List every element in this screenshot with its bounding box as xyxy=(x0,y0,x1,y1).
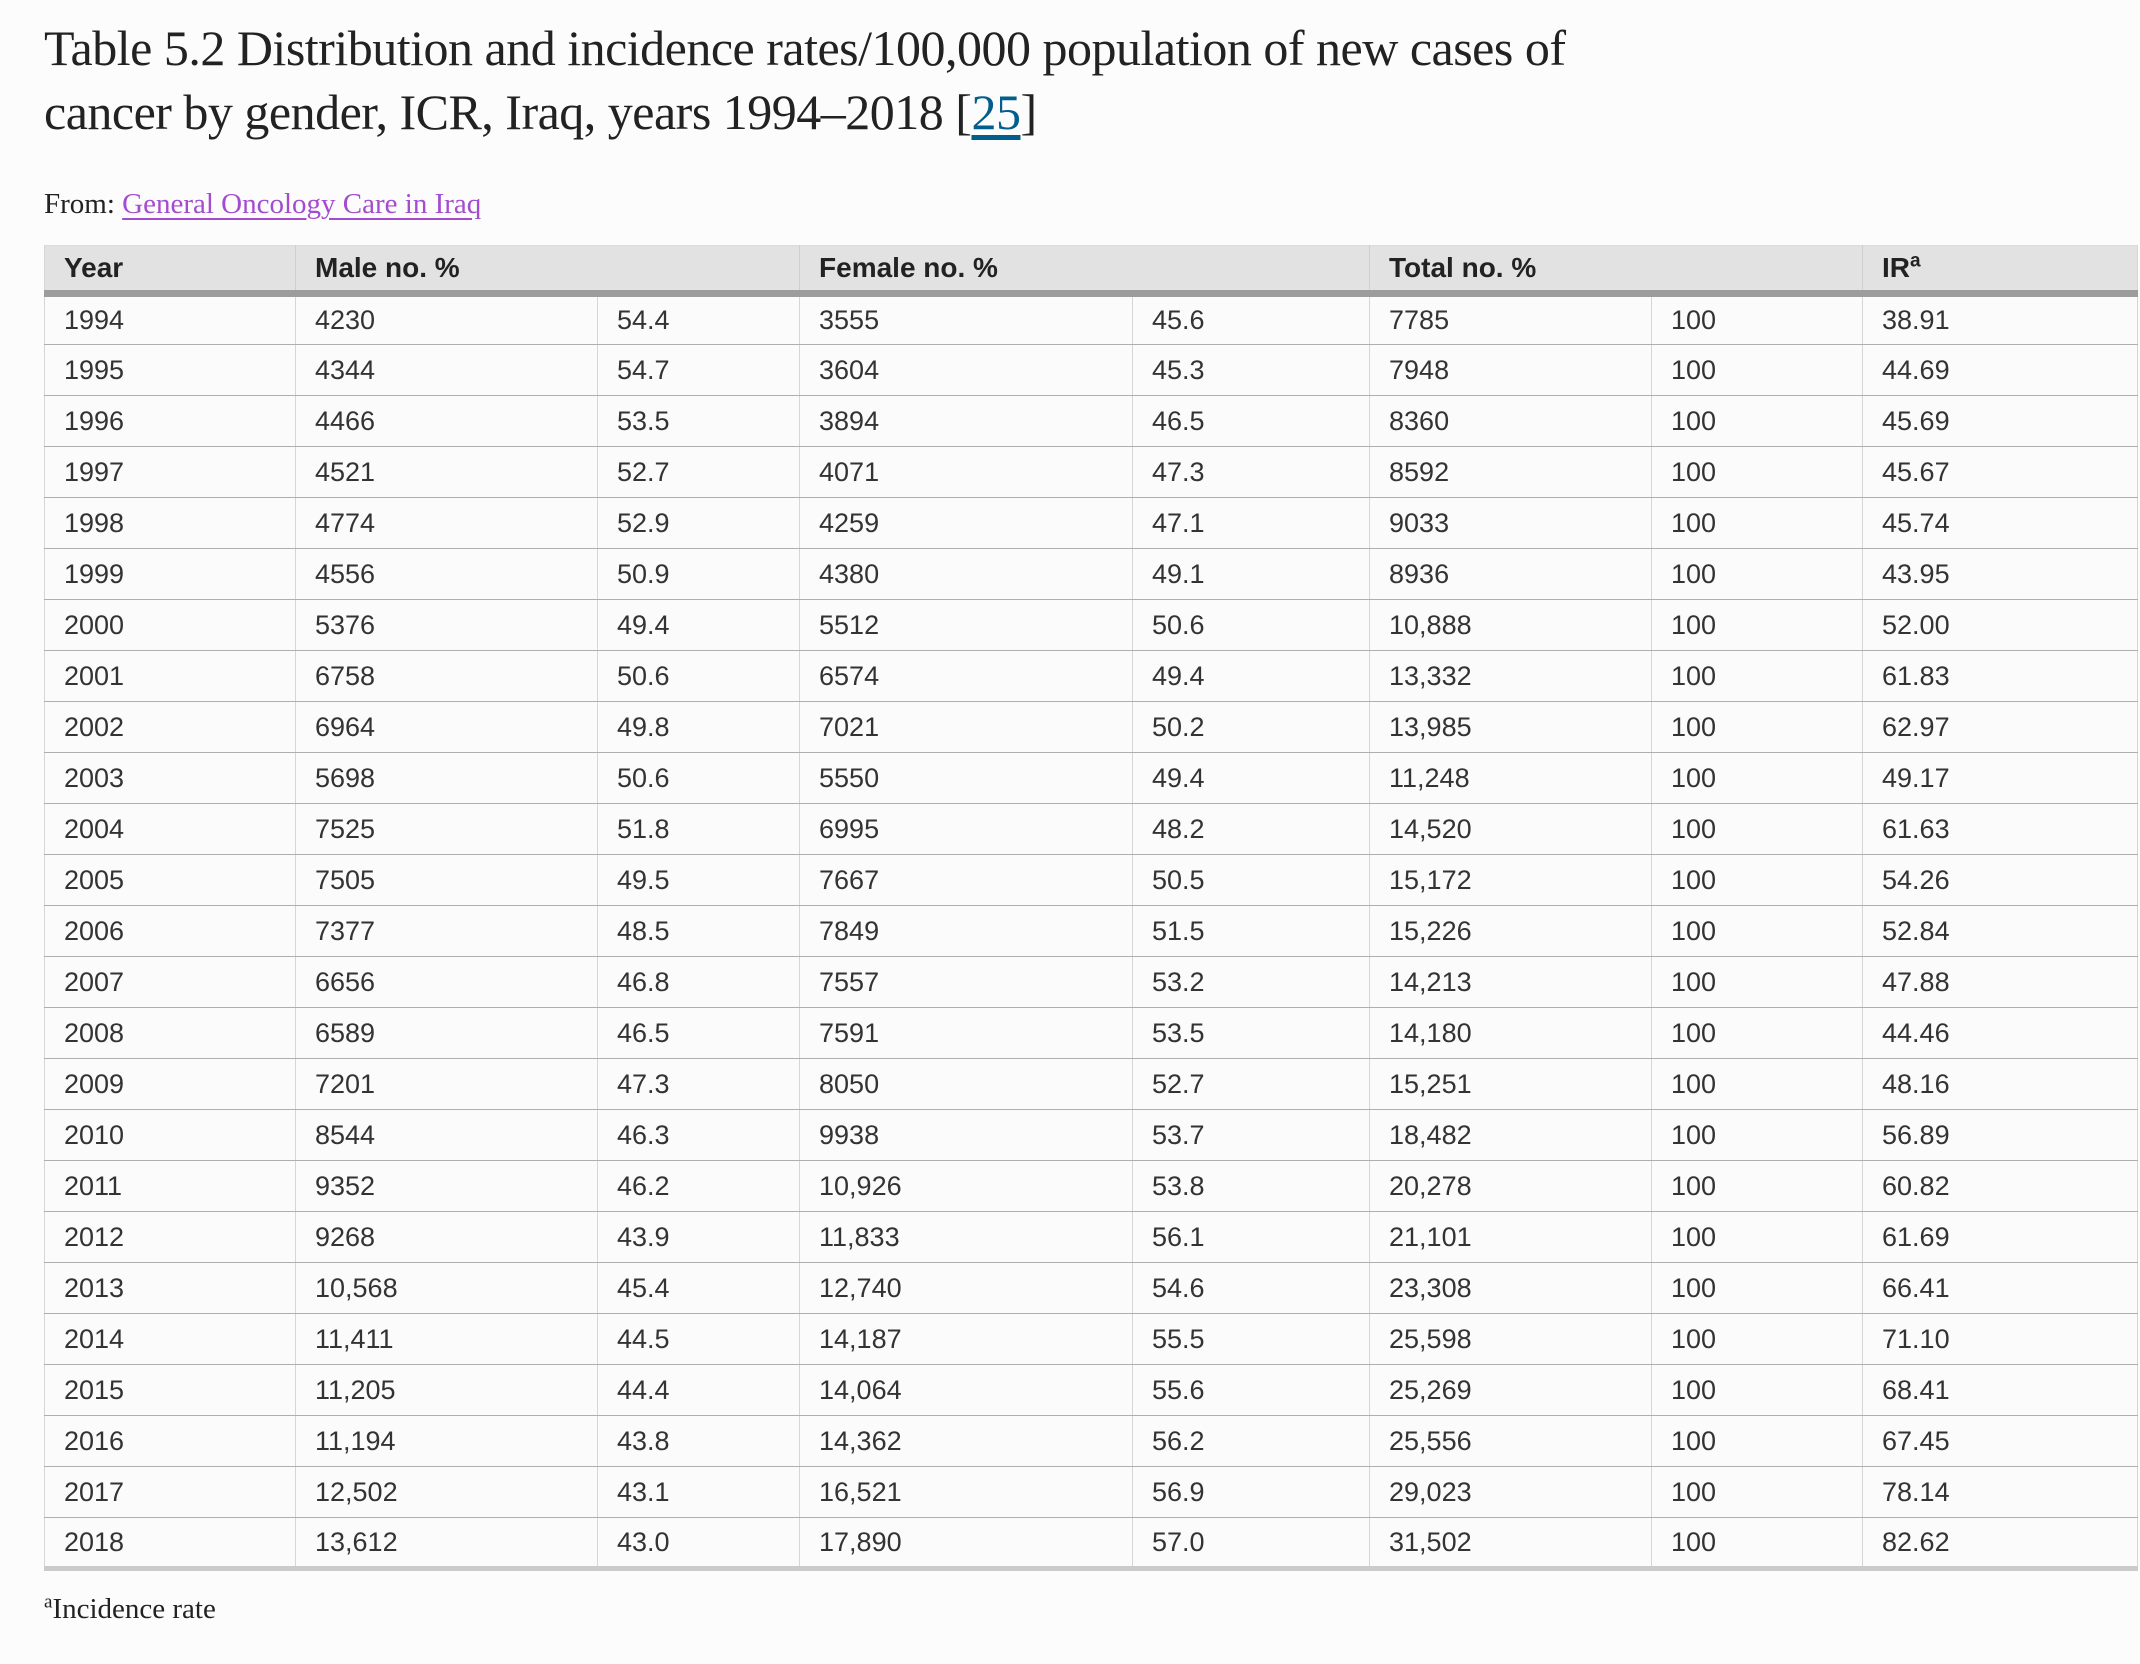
cell-female-pct: 56.9 xyxy=(1133,1467,1370,1518)
cell-male-no: 12,502 xyxy=(296,1467,598,1518)
cell-total-no: 11,248 xyxy=(1370,753,1652,804)
cell-year: 2015 xyxy=(45,1365,296,1416)
cell-year: 2007 xyxy=(45,957,296,1008)
cell-ir: 67.45 xyxy=(1863,1416,2138,1467)
cell-ir: 47.88 xyxy=(1863,957,2138,1008)
cell-total-pct: 100 xyxy=(1652,549,1863,600)
cell-ir: 52.00 xyxy=(1863,600,2138,651)
cell-male-no: 6589 xyxy=(296,1008,598,1059)
cell-male-pct: 51.8 xyxy=(598,804,800,855)
header-row xyxy=(45,246,2138,294)
table-row xyxy=(45,447,2138,498)
cell-ir: 62.97 xyxy=(1863,702,2138,753)
cell-male-pct: 46.2 xyxy=(598,1161,800,1212)
cell-total-pct: 100 xyxy=(1652,855,1863,906)
cell-ir: 43.95 xyxy=(1863,549,2138,600)
cell-male-pct: 54.4 xyxy=(598,294,800,345)
table-row xyxy=(45,1416,2138,1467)
cell-female-no: 4259 xyxy=(800,498,1133,549)
cell-female-pct: 53.5 xyxy=(1133,1008,1370,1059)
table-row xyxy=(45,1314,2138,1365)
cell-total-pct: 100 xyxy=(1652,1008,1863,1059)
cell-total-no: 15,226 xyxy=(1370,906,1652,957)
header-female: Female no. % xyxy=(800,246,1370,294)
cell-ir: 44.46 xyxy=(1863,1008,2138,1059)
cell-total-pct: 100 xyxy=(1652,1212,1863,1263)
table-row xyxy=(45,651,2138,702)
cell-female-pct: 49.4 xyxy=(1133,651,1370,702)
cell-female-pct: 50.5 xyxy=(1133,855,1370,906)
cell-male-pct: 43.9 xyxy=(598,1212,800,1263)
cell-year: 2001 xyxy=(45,651,296,702)
cell-total-no: 7948 xyxy=(1370,345,1652,396)
cell-male-pct: 43.8 xyxy=(598,1416,800,1467)
cell-ir: 66.41 xyxy=(1863,1263,2138,1314)
cell-male-no: 4230 xyxy=(296,294,598,345)
cell-female-no: 5550 xyxy=(800,753,1133,804)
cell-male-no: 9352 xyxy=(296,1161,598,1212)
cell-male-no: 4344 xyxy=(296,345,598,396)
cell-male-no: 9268 xyxy=(296,1212,598,1263)
table-row xyxy=(45,1263,2138,1314)
cell-ir: 48.16 xyxy=(1863,1059,2138,1110)
cell-female-no: 9938 xyxy=(800,1110,1133,1161)
cell-male-no: 5698 xyxy=(296,753,598,804)
title-line-1: Table 5.2 Distribution and incidence rates/100,000 population of new cases of xyxy=(44,20,1566,76)
cell-female-no: 16,521 xyxy=(800,1467,1133,1518)
cell-male-pct: 49.5 xyxy=(598,855,800,906)
cell-female-pct: 53.8 xyxy=(1133,1161,1370,1212)
table-row xyxy=(45,1059,2138,1110)
cell-total-no: 10,888 xyxy=(1370,600,1652,651)
header-year: Year xyxy=(45,246,296,294)
cell-total-pct: 100 xyxy=(1652,498,1863,549)
cell-total-no: 14,180 xyxy=(1370,1008,1652,1059)
cell-female-no: 6574 xyxy=(800,651,1133,702)
cell-total-pct: 100 xyxy=(1652,1059,1863,1110)
cell-total-pct: 100 xyxy=(1652,600,1863,651)
table-row xyxy=(45,753,2138,804)
footnote-marker: a xyxy=(44,1591,53,1613)
table-row xyxy=(45,1467,2138,1518)
cell-female-no: 14,187 xyxy=(800,1314,1133,1365)
cell-male-pct: 44.5 xyxy=(598,1314,800,1365)
cell-male-no: 6758 xyxy=(296,651,598,702)
cell-ir: 44.69 xyxy=(1863,345,2138,396)
cell-female-pct: 52.7 xyxy=(1133,1059,1370,1110)
cell-male-no: 11,205 xyxy=(296,1365,598,1416)
cell-total-no: 18,482 xyxy=(1370,1110,1652,1161)
table-row xyxy=(45,345,2138,396)
header-total: Total no. % xyxy=(1370,246,1863,294)
cell-female-no: 3555 xyxy=(800,294,1133,345)
cell-ir: 61.69 xyxy=(1863,1212,2138,1263)
cell-ir: 56.89 xyxy=(1863,1110,2138,1161)
table-row xyxy=(45,855,2138,906)
cell-year: 1995 xyxy=(45,345,296,396)
cell-ir: 61.63 xyxy=(1863,804,2138,855)
from-line xyxy=(44,188,2140,221)
cell-total-no: 29,023 xyxy=(1370,1467,1652,1518)
cell-female-no: 14,362 xyxy=(800,1416,1133,1467)
cell-male-pct: 50.6 xyxy=(598,651,800,702)
cell-ir: 60.82 xyxy=(1863,1161,2138,1212)
cell-male-pct: 46.8 xyxy=(598,957,800,1008)
cell-ir: 71.10 xyxy=(1863,1314,2138,1365)
table-row xyxy=(45,906,2138,957)
cell-year: 1997 xyxy=(45,447,296,498)
cell-female-no: 4071 xyxy=(800,447,1133,498)
source-link[interactable]: General Oncology Care in Iraq xyxy=(122,188,482,220)
cell-female-no: 7667 xyxy=(800,855,1133,906)
footnote-text: Incidence rate xyxy=(52,1593,216,1625)
table-footnote xyxy=(44,1593,2140,1626)
cell-total-pct: 100 xyxy=(1652,1110,1863,1161)
cell-total-no: 8936 xyxy=(1370,549,1652,600)
cell-total-no: 8592 xyxy=(1370,447,1652,498)
cell-female-pct: 48.2 xyxy=(1133,804,1370,855)
cell-total-no: 14,520 xyxy=(1370,804,1652,855)
cell-male-pct: 46.3 xyxy=(598,1110,800,1161)
cell-female-no: 12,740 xyxy=(800,1263,1133,1314)
cell-female-pct: 55.6 xyxy=(1133,1365,1370,1416)
cell-ir: 52.84 xyxy=(1863,906,2138,957)
cell-male-no: 7525 xyxy=(296,804,598,855)
cell-female-pct: 49.4 xyxy=(1133,753,1370,804)
cell-total-no: 9033 xyxy=(1370,498,1652,549)
cell-total-no: 14,213 xyxy=(1370,957,1652,1008)
header-ir-label: IR xyxy=(1882,252,1911,283)
cell-male-pct: 50.6 xyxy=(598,753,800,804)
cell-female-no: 7591 xyxy=(800,1008,1133,1059)
citation-bracket-close: ] xyxy=(1020,84,1037,140)
cell-male-no: 4466 xyxy=(296,396,598,447)
cell-total-no: 13,985 xyxy=(1370,702,1652,753)
table-row xyxy=(45,1212,2138,1263)
cell-female-no: 6995 xyxy=(800,804,1133,855)
table-row xyxy=(45,549,2138,600)
cell-year: 2016 xyxy=(45,1416,296,1467)
cell-total-pct: 100 xyxy=(1652,651,1863,702)
cell-year: 2003 xyxy=(45,753,296,804)
cell-total-pct: 100 xyxy=(1652,957,1863,1008)
cell-male-pct: 49.8 xyxy=(598,702,800,753)
cell-male-no: 4521 xyxy=(296,447,598,498)
from-label: From: xyxy=(44,188,123,220)
cell-male-no: 11,411 xyxy=(296,1314,598,1365)
cell-year: 2012 xyxy=(45,1212,296,1263)
cell-total-no: 25,556 xyxy=(1370,1416,1652,1467)
cell-female-pct: 50.6 xyxy=(1133,600,1370,651)
cell-male-no: 8544 xyxy=(296,1110,598,1161)
cell-female-no: 3604 xyxy=(800,345,1133,396)
cell-female-no: 14,064 xyxy=(800,1365,1133,1416)
cell-male-no: 6964 xyxy=(296,702,598,753)
cell-female-pct: 57.0 xyxy=(1133,1518,1370,1569)
cell-male-no: 11,194 xyxy=(296,1416,598,1467)
cell-total-pct: 100 xyxy=(1652,1161,1863,1212)
cell-male-pct: 46.5 xyxy=(598,1008,800,1059)
cell-year: 2010 xyxy=(45,1110,296,1161)
cell-year: 2011 xyxy=(45,1161,296,1212)
cell-male-no: 10,568 xyxy=(296,1263,598,1314)
cell-male-no: 4774 xyxy=(296,498,598,549)
cell-total-pct: 100 xyxy=(1652,345,1863,396)
cell-ir: 78.14 xyxy=(1863,1467,2138,1518)
cell-ir: 38.91 xyxy=(1863,294,2138,345)
cell-male-no: 7377 xyxy=(296,906,598,957)
header-male: Male no. % xyxy=(296,246,800,294)
cell-male-no: 4556 xyxy=(296,549,598,600)
cell-total-no: 15,172 xyxy=(1370,855,1652,906)
table-row xyxy=(45,600,2138,651)
table-row xyxy=(45,1518,2138,1569)
cell-total-no: 23,308 xyxy=(1370,1263,1652,1314)
cell-year: 1998 xyxy=(45,498,296,549)
cell-total-pct: 100 xyxy=(1652,1263,1863,1314)
cell-female-pct: 47.3 xyxy=(1133,447,1370,498)
table-row xyxy=(45,957,2138,1008)
cell-ir: 45.67 xyxy=(1863,447,2138,498)
table-row xyxy=(45,294,2138,345)
cell-male-pct: 43.0 xyxy=(598,1518,800,1569)
cell-total-no: 13,332 xyxy=(1370,651,1652,702)
cell-male-no: 13,612 xyxy=(296,1518,598,1569)
cell-female-pct: 55.5 xyxy=(1133,1314,1370,1365)
cell-year: 2005 xyxy=(45,855,296,906)
cell-year: 2004 xyxy=(45,804,296,855)
cell-year: 2002 xyxy=(45,702,296,753)
cell-female-no: 17,890 xyxy=(800,1518,1133,1569)
cell-year: 2018 xyxy=(45,1518,296,1569)
cell-year: 2009 xyxy=(45,1059,296,1110)
cell-total-pct: 100 xyxy=(1652,1518,1863,1569)
title-line-2-text: cancer by gender, ICR, Iraq, years 1994–2018 xyxy=(44,84,956,140)
cell-female-pct: 45.6 xyxy=(1133,294,1370,345)
cell-total-no: 7785 xyxy=(1370,294,1652,345)
table-body xyxy=(45,294,2138,1569)
cell-ir: 45.74 xyxy=(1863,498,2138,549)
cell-year: 1994 xyxy=(45,294,296,345)
cell-female-pct: 56.2 xyxy=(1133,1416,1370,1467)
cell-female-pct: 47.1 xyxy=(1133,498,1370,549)
cell-year: 2000 xyxy=(45,600,296,651)
cell-male-no: 5376 xyxy=(296,600,598,651)
cell-male-pct: 50.9 xyxy=(598,549,800,600)
cell-total-pct: 100 xyxy=(1652,702,1863,753)
cell-total-no: 15,251 xyxy=(1370,1059,1652,1110)
cell-year: 2014 xyxy=(45,1314,296,1365)
cell-total-pct: 100 xyxy=(1652,1365,1863,1416)
page-title xyxy=(44,16,2114,144)
table-row xyxy=(45,702,2138,753)
cell-male-pct: 48.5 xyxy=(598,906,800,957)
cell-total-pct: 100 xyxy=(1652,804,1863,855)
cell-total-no: 25,598 xyxy=(1370,1314,1652,1365)
cell-total-pct: 100 xyxy=(1652,294,1863,345)
cell-total-pct: 100 xyxy=(1652,1467,1863,1518)
cell-male-pct: 44.4 xyxy=(598,1365,800,1416)
cell-total-pct: 100 xyxy=(1652,906,1863,957)
cell-total-pct: 100 xyxy=(1652,447,1863,498)
cell-male-pct: 43.1 xyxy=(598,1467,800,1518)
cell-female-no: 7021 xyxy=(800,702,1133,753)
table-row xyxy=(45,804,2138,855)
cell-total-pct: 100 xyxy=(1652,396,1863,447)
cell-female-no: 8050 xyxy=(800,1059,1133,1110)
cell-total-no: 25,269 xyxy=(1370,1365,1652,1416)
cell-ir: 49.17 xyxy=(1863,753,2138,804)
cell-male-pct: 54.7 xyxy=(598,345,800,396)
table-row xyxy=(45,1008,2138,1059)
header-ir-sup: a xyxy=(1910,250,1921,272)
cell-year: 2008 xyxy=(45,1008,296,1059)
title-line-2 xyxy=(44,80,2114,144)
cell-female-pct: 53.2 xyxy=(1133,957,1370,1008)
cell-year: 1999 xyxy=(45,549,296,600)
table-row xyxy=(45,1365,2138,1416)
cell-total-pct: 100 xyxy=(1652,753,1863,804)
cell-female-pct: 46.5 xyxy=(1133,396,1370,447)
table-row xyxy=(45,396,2138,447)
data-table xyxy=(44,245,2138,1571)
table-row xyxy=(45,498,2138,549)
cell-female-pct: 51.5 xyxy=(1133,906,1370,957)
cell-year: 2017 xyxy=(45,1467,296,1518)
cell-total-no: 31,502 xyxy=(1370,1518,1652,1569)
cell-female-no: 10,926 xyxy=(800,1161,1133,1212)
cell-female-no: 4380 xyxy=(800,549,1133,600)
cell-female-no: 3894 xyxy=(800,396,1133,447)
cell-female-no: 7557 xyxy=(800,957,1133,1008)
cell-male-no: 7201 xyxy=(296,1059,598,1110)
cell-ir: 54.26 xyxy=(1863,855,2138,906)
table-row xyxy=(45,1110,2138,1161)
table-row xyxy=(45,1161,2138,1212)
cell-female-pct: 56.1 xyxy=(1133,1212,1370,1263)
table-head xyxy=(45,246,2138,294)
cell-female-no: 7849 xyxy=(800,906,1133,957)
cell-female-pct: 45.3 xyxy=(1133,345,1370,396)
cell-total-no: 20,278 xyxy=(1370,1161,1652,1212)
cell-female-no: 11,833 xyxy=(800,1212,1133,1263)
cell-female-pct: 54.6 xyxy=(1133,1263,1370,1314)
cell-male-pct: 53.5 xyxy=(598,396,800,447)
cell-female-pct: 53.7 xyxy=(1133,1110,1370,1161)
cell-male-pct: 47.3 xyxy=(598,1059,800,1110)
cell-total-pct: 100 xyxy=(1652,1416,1863,1467)
cell-female-no: 5512 xyxy=(800,600,1133,651)
cell-year: 1996 xyxy=(45,396,296,447)
cell-ir: 82.62 xyxy=(1863,1518,2138,1569)
cell-ir: 45.69 xyxy=(1863,396,2138,447)
cell-male-pct: 52.9 xyxy=(598,498,800,549)
cell-total-pct: 100 xyxy=(1652,1314,1863,1365)
cell-male-pct: 52.7 xyxy=(598,447,800,498)
cell-total-no: 8360 xyxy=(1370,396,1652,447)
citation-bracket-open: [ xyxy=(955,84,972,140)
cell-year: 2006 xyxy=(45,906,296,957)
cell-ir: 68.41 xyxy=(1863,1365,2138,1416)
header-ir xyxy=(1863,246,2138,294)
cell-female-pct: 49.1 xyxy=(1133,549,1370,600)
cell-year: 2013 xyxy=(45,1263,296,1314)
cell-male-no: 7505 xyxy=(296,855,598,906)
cell-total-no: 21,101 xyxy=(1370,1212,1652,1263)
cell-female-pct: 50.2 xyxy=(1133,702,1370,753)
cell-male-no: 6656 xyxy=(296,957,598,1008)
cell-male-pct: 45.4 xyxy=(598,1263,800,1314)
cell-male-pct: 49.4 xyxy=(598,600,800,651)
citation-link[interactable]: 25 xyxy=(971,84,1021,140)
cell-ir: 61.83 xyxy=(1863,651,2138,702)
